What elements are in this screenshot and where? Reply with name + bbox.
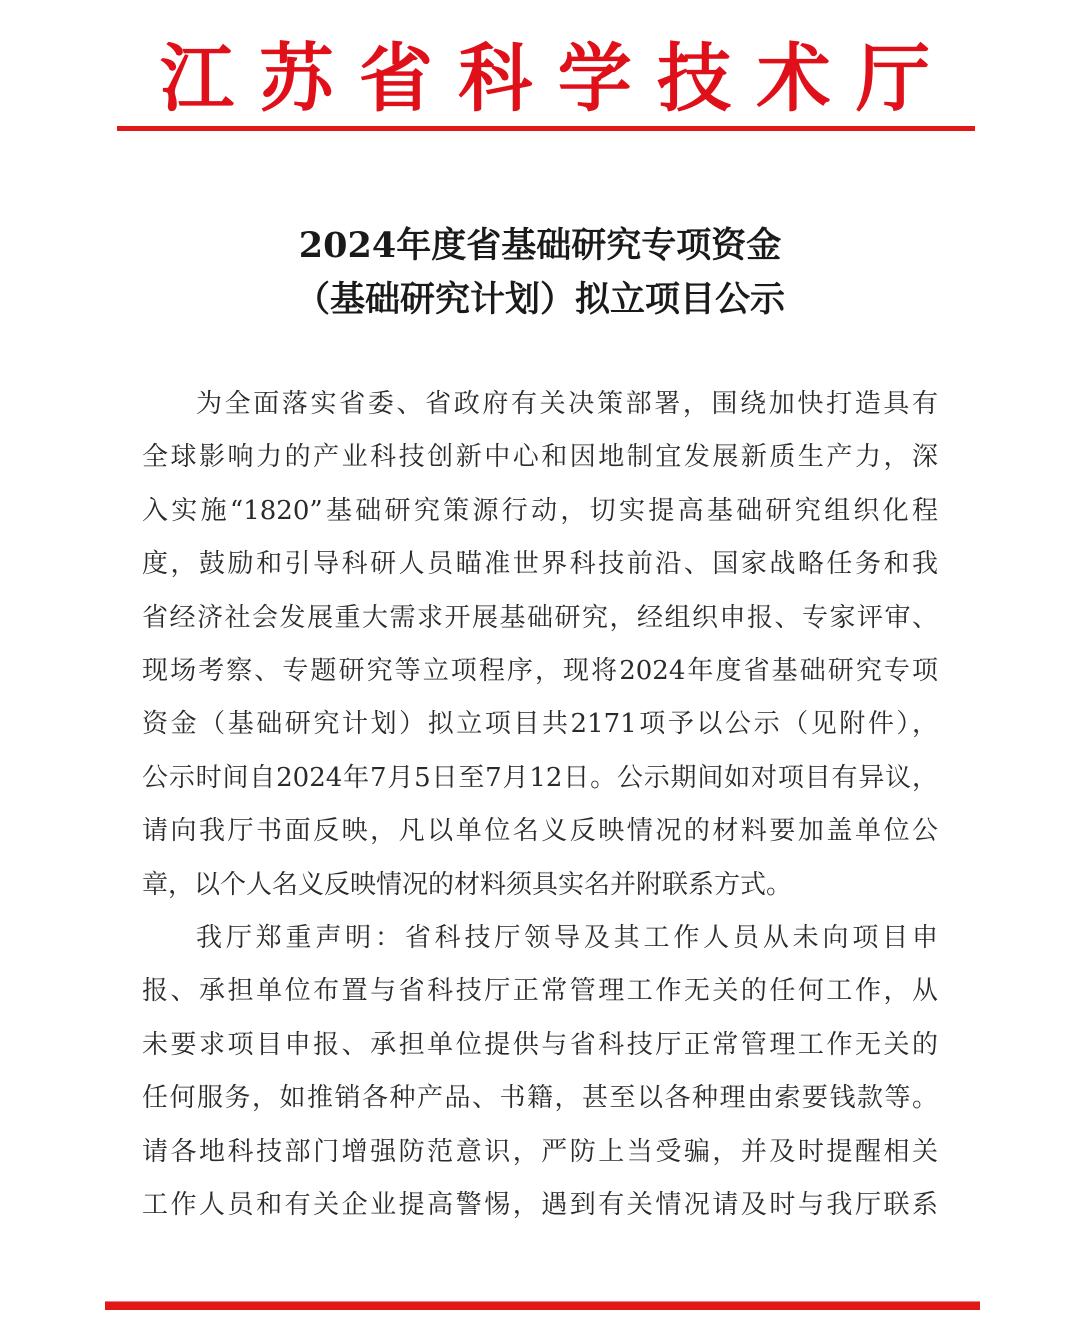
body-text-line: 现场考察、专题研究等立项程序，现将2024年度省基础研究专项 (142, 656, 938, 686)
header-red-rule (117, 126, 975, 131)
footer-red-rule (105, 1301, 980, 1310)
issuing-authority-header (160, 28, 930, 122)
body-text-line: 省经济社会发展重大需求开展基础研究，经组织申报、专家评审、 (142, 602, 938, 633)
header-char: 省 (358, 36, 433, 122)
header-char: 厅 (855, 36, 930, 122)
body-text-line: 工作人员和有关企业提高警惕，遇到有关情况请及时与我厅联系 (142, 1190, 938, 1220)
body-text-line: 我厅郑重声明：省科技厅领导及其工作人员从未向项目申 (196, 923, 938, 953)
body-text-line: 请向我厅书面反映，凡以单位名义反映情况的材料要加盖单位公 (142, 816, 938, 847)
body-text-line: 全球影响力的产业科技创新中心和因地制宜发展新质生产力，深 (142, 442, 938, 473)
header-char: 苏 (259, 36, 334, 122)
body-text-line: 公示时间自2024年7月5日至7月12日。公示期间如对项目有异议， (142, 762, 938, 793)
body-text-line: 任何服务，如推销各种产品、书籍，甚至以各种理由索要钱款等。 (142, 1083, 938, 1114)
body-text-line: 请各地科技部门增强防范意识，严防上当受骗，并及时提醒相关 (142, 1136, 938, 1167)
document-title-line-1: 2024年度省基础研究专项资金 (298, 225, 782, 266)
body-text-line: 章，以个人名义反映情况的材料须具实名并附联系方式。 (142, 869, 793, 900)
body-text-line: 度，鼓励和引导科研人员瞄准世界科技前沿、国家战略任务和我 (142, 549, 938, 580)
header-char: 术 (756, 36, 831, 122)
body-text-line: 入实施“1820”基础研究策源行动，切实提高基础研究组织化程 (142, 495, 938, 526)
header-char: 江 (160, 36, 234, 122)
header-char: 科 (458, 36, 533, 122)
body-text-line: 资金（基础研究计划）拟立项目共2171项予以公示（见附件）， (142, 709, 938, 740)
header-char: 技 (657, 36, 732, 122)
body-text-line: 未要求项目申报、承担单位提供与省科技厅正常管理工作无关的 (142, 1029, 938, 1060)
body-text-line: 报、承担单位布置与省科技厅正常管理工作无关的任何工作，从 (142, 976, 938, 1007)
document-title-line-2: （基础研究计划）拟立项目公示 (294, 279, 785, 320)
header-char: 学 (557, 36, 632, 122)
body-text-line: 为全面落实省委、省政府有关决策部署，围绕加快打造具有 (196, 389, 938, 419)
